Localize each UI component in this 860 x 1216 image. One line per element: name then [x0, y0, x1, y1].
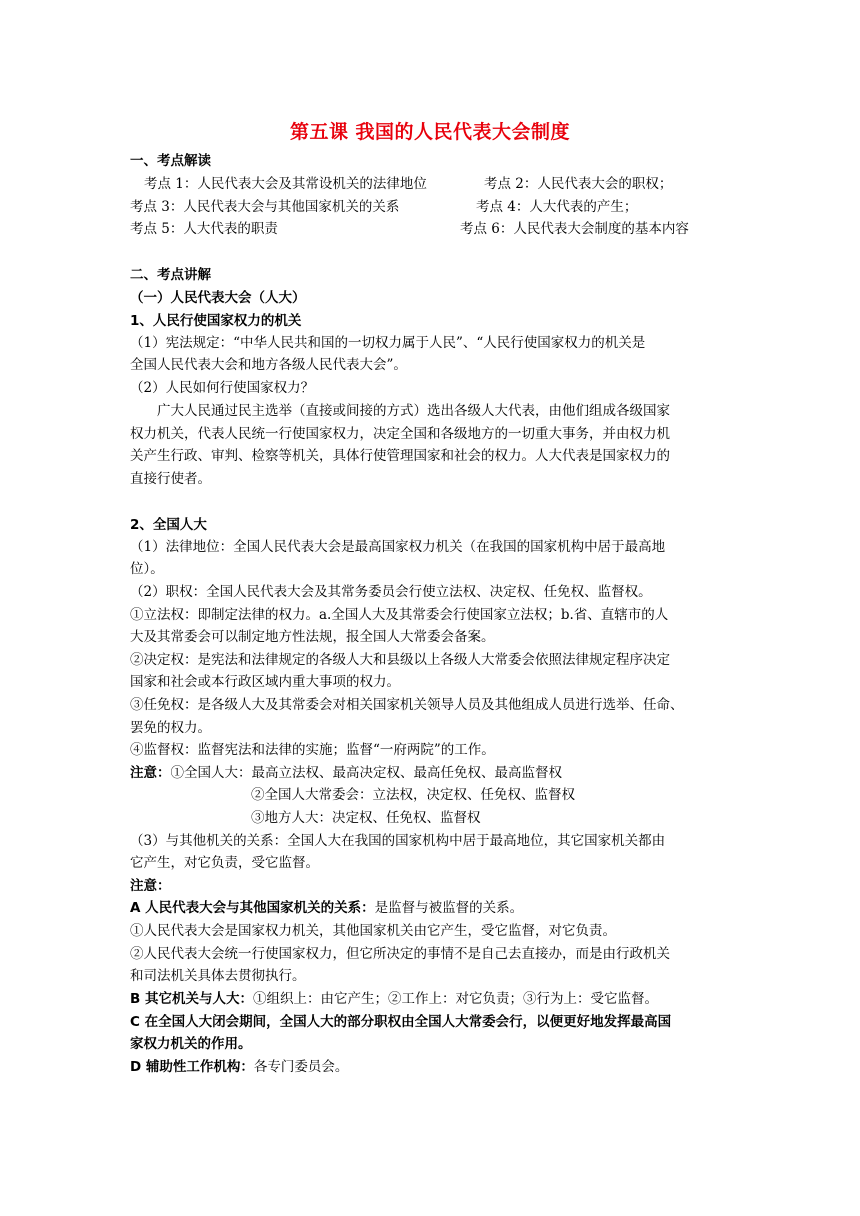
point-a-line: ②人民代表大会统一行使国家权力，但它所决定的事情不是自己去直接办，而是由行政机关 [130, 946, 670, 962]
note-line: ③地方人大：决定权、任免权、监督权 [251, 810, 481, 826]
item1-line: 广大人民通过民主选举（直接或间接的方式）选出各级人大代表，由他们组成各级国家 [157, 403, 670, 419]
item2-line: ①立法权：即制定法律的权力。a.全国人大及其常委会行使国家立法权；b.省、直辖市的人 [130, 607, 669, 623]
point-a-line: ①人民代表大会是国家权力机关，其他国家机关由它产生，受它监督，对它负责。 [130, 923, 616, 939]
point-d-text: 各专门委员会。 [253, 1059, 349, 1075]
point-a-label: A 人民代表大会与其他国家机关的关系： [130, 900, 375, 916]
exam-point-2: 考点 2：人民代表大会的职权； [484, 176, 673, 192]
item2-line: 罢免的权力。 [130, 720, 211, 736]
item2-line: ③任免权：是各级人大及其常委会对相关国家机关领导人员及其他组成人员进行选举、任命、 [130, 697, 684, 713]
note-label: 注意： [130, 765, 171, 781]
note-row [130, 763, 740, 783]
exam-point-4: 考点 4：人大代表的产生； [476, 199, 638, 215]
note2-label: 注意： [130, 878, 171, 894]
item2-line: 大及其常委会可以制定地方性法规，报全国人大常委会备案。 [130, 629, 495, 645]
exam-point-6: 考点 6：人民代表大会制度的基本内容 [460, 221, 689, 237]
point-d-label: D 辅助性工作机构： [130, 1059, 254, 1075]
point-a [130, 898, 740, 918]
exam-point-1: 考点 1：人民代表大会及其常设机关的法律地位 [144, 176, 427, 192]
point-a-line: 和司法机关具体去贯彻执行。 [130, 968, 306, 984]
item1-heading: 1、人民行使国家权力的机关 [130, 313, 302, 329]
item1-line: （2）人民如何行使国家权力？ [130, 380, 315, 396]
point-b-label: B 其它机关与人大： [130, 991, 253, 1007]
point-c-line: 家权力机关的作用。 [130, 1036, 252, 1052]
subsection-heading: （一）人民代表大会（人大） [130, 290, 306, 306]
point-a-text: 是监督与被监督的关系。 [374, 900, 524, 916]
exam-point-3: 考点 3：人民代表大会与其他国家机关的关系 [130, 199, 400, 215]
point-b [130, 989, 740, 1009]
item1-line: （1）宪法规定：“中华人民共和国的一切权力属于人民”、“人民行使国家权力的机关是 [130, 335, 646, 351]
page-title: 第五课 我国的人民代表大会制度 [289, 121, 571, 143]
note-line: ①全国人大：最高立法权、最高决定权、最高任免权、最高监督权 [170, 765, 562, 781]
item2-heading: 2、全国人大 [130, 517, 207, 533]
section1-heading: 一、考点解读 [130, 153, 211, 169]
item1-line: 直接行使者。 [130, 471, 211, 487]
note-line: ②全国人大常委会：立法权，决定权、任免权、监督权 [251, 787, 575, 803]
relation-line: 它产生，对它负责，受它监督。 [130, 855, 319, 871]
section2-heading: 二、考点讲解 [130, 267, 211, 283]
item1-line: 全国人民代表大会和地方各级人民代表大会”。 [130, 357, 407, 373]
item2-line: ②决定权：是宪法和法律规定的各级人大和县级以上各级人大常委会依照法律规定程序决定 [130, 652, 670, 668]
relation-line: （3）与其他机关的关系：全国人大在我国的国家机构中居于最高地位，其它国家机关都由 [130, 833, 666, 849]
point-d [130, 1057, 740, 1077]
item2-line: ④监督权：监督宪法和法律的实施；监督“一府两院”的工作。 [130, 742, 495, 758]
item2-line: 位）。 [130, 561, 164, 577]
point-c-line: C 在全国人大闭会期间，全国人大的部分职权由全国人大常委会行，以便更好地发挥最高国 [130, 1014, 672, 1030]
item1-line: 关产生行政、审判、检察等机关，具体行使管理国家和社会的权力。人大代表是国家权力的 [130, 448, 670, 464]
item2-line: （1）法律地位：全国人民代表大会是最高国家权力机关（在我国的国家机构中居于最高地 [130, 539, 666, 555]
item1-line: 权力机关，代表人民统一行使国家权力，决定全国和各级地方的一切重大事务，并由权力机 [130, 426, 670, 442]
point-b-text: ①组织上：由它产生；②工作上：对它负责；③行为上：受它监督。 [253, 991, 658, 1007]
item2-line: 国家和社会或本行政区域内重大事项的权力。 [130, 674, 400, 690]
item2-line: （2）职权：全国人民代表大会及其常务委员会行使立法权、决定权、任免权、监督权。 [130, 584, 652, 600]
exam-point-5: 考点 5：人大代表的职责 [130, 221, 278, 237]
